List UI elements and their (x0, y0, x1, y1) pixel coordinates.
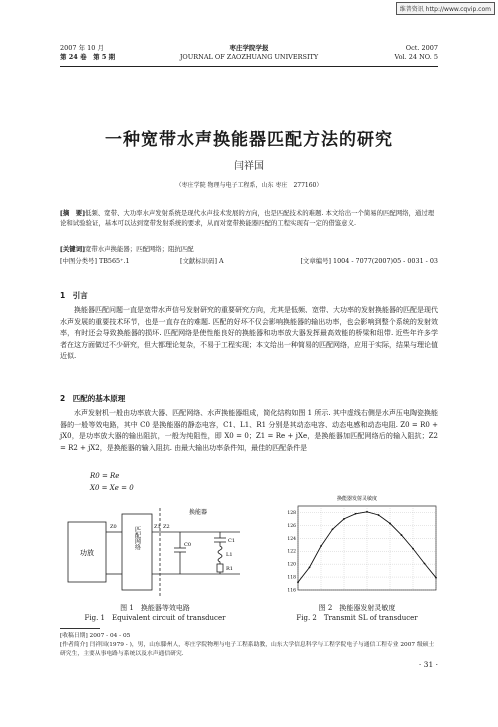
header-journal-cn: 枣庄学院学报 (229, 44, 269, 52)
data-point (389, 523, 391, 525)
equation-2: X0 = Xe = 0 (90, 484, 134, 492)
y-tick-label: 126 (287, 523, 296, 529)
y-tick-label: 116 (287, 588, 296, 594)
y-tick-label: 122 (287, 549, 296, 555)
section2-body: 水声发射机一般由功率放大器、匹配网络、水声换能器组成，简化结构如图 1 所示. 其中虚线右侧是水声压电陶瓷换能器的一般等效电路，其中 C0 是换能器的静态电容，C1、L1、R1 分别是其动态电容、动态电感和动态电阻. Z0 = R0 + jX0，是功率放大器的输出阻抗，一般为纯阻性，即 X0 = 0；Z1 = Re + jXe，是换能器加匹配网络后的输入阻抗；Z2 = R2 + jX2，是换能器的输入阻抗. 由最大输出功率条件知，最佳的匹配条件是 (60, 409, 438, 452)
chart-title: 换能器发射灵敏度 (336, 496, 378, 502)
data-point (343, 518, 345, 520)
figure2-caption (268, 603, 446, 623)
page-number: · 31 · (418, 660, 438, 669)
section2-heading: 2 匹配的基本原理 (60, 394, 126, 403)
label-l1: L1 (226, 552, 233, 558)
figure2-chart (268, 492, 446, 602)
figure1-caption (60, 603, 250, 623)
match-label: 匹配网络 (133, 526, 141, 550)
label-z2: Z2 (163, 524, 170, 530)
xducer-label: 换能器 (188, 509, 208, 516)
classification-line (60, 256, 438, 266)
data-point (309, 566, 311, 568)
figure1-circuit (60, 502, 250, 602)
figure1-caption-en: Fig. 1 Equivalent circuit of transducer (84, 614, 226, 622)
y-tick-label: 118 (287, 575, 296, 581)
header-date: 2007 年 10 月 (60, 44, 105, 52)
y-tick-label: 128 (287, 510, 296, 516)
equation-1: R0 = Re (90, 472, 120, 480)
footnote-rule (60, 628, 100, 629)
data-point (355, 513, 357, 515)
label-c0: C0 (184, 542, 192, 548)
label-z1: Z1 (154, 524, 161, 530)
abstract-text: 低频、宽带、大功率水声发射系统是现代水声技术发展的方向，也是匹配技术的难题. 本文给出一个简易的匹配网络，通过理论和试验验证，基本可以达到宽带发射系统的要求，从而对宽带换能器匹配的工程实现有一定的借鉴意义. (60, 209, 435, 227)
label-c1: C1 (228, 538, 236, 544)
article-number: [文章编号] 1004 - 7077(2007)05 - 0031 - 03 (300, 257, 438, 265)
header-volume: 第 24 卷 第 5 期 (60, 53, 116, 61)
header-journal-en: JOURNAL OF ZAOZHUANG UNIVERSITY (179, 53, 319, 61)
y-tick-label: 120 (287, 562, 296, 568)
keywords-label: [关键词] (60, 245, 86, 253)
data-point (435, 577, 437, 579)
data-point (424, 563, 426, 565)
affiliation: （枣庄学院 物理与电子工程系，山东 枣庄 277160） (175, 182, 323, 189)
section1-heading: 1 引言 (60, 291, 88, 300)
author: 闫祥国 (234, 161, 264, 172)
data-point (332, 528, 334, 530)
footnote-received: [收稿日期] 2007 - 04 - 05 (60, 633, 131, 639)
paper-title: 一种宽带水声换能器匹配方法的研究 (105, 130, 393, 150)
watermark: 维普资讯 http://www.cqvip.com (396, 2, 495, 15)
figure2-caption-cn: 图 2 换能器发射灵敏度 (318, 604, 396, 612)
footnote (60, 632, 438, 659)
data-point (297, 581, 299, 583)
data-point (412, 548, 414, 550)
header-volume-en: Vol. 24 NO. 5 (394, 53, 438, 61)
header-rule (60, 66, 438, 67)
clc-number: [中图分类号] TB565⁺.1 (60, 257, 130, 265)
abstract (60, 208, 438, 228)
section1-body: 换能器匹配问题一直是宽带水声信号发射研究的重要研究方向，尤其是低频、宽带、大功率的发射换能器的匹配是现代水声发展的重要技术环节，也是一直存在的难题. 匹配的好坏不仅会影响换能器的输出功率，也会影响到整个系统的发射效率，有时还会导致换能器的损坏. 匹配网络是使性能良好的换能器和功率放大器发挥最高效能的桥梁和纽带. 近些年许多学者在这方面做过不少研究，但大都理论复杂，不易于工程实现；本文给出一种简易的匹配网络，应用于实际，结果与理论值近似. (60, 306, 438, 361)
data-point (378, 514, 380, 516)
keywords-text: 宽带水声换能器；匹配网络；阻抗匹配 (85, 245, 194, 253)
amp-label: 功放 (80, 549, 94, 557)
footnote-bio: [作者简介] 闫祥国(1979 - )，男，山东滕州人，枣庄学院物理与电子工程系助教，山东大学信息科学与工程学院电子与通信工程专业 2007 级硕士研究生，主要从事电路与系统以及水声通信研究. (60, 642, 435, 657)
y-tick-label: 124 (287, 536, 296, 542)
abstract-label: [摘 要] (60, 209, 86, 217)
header-date-en: Oct. 2007 (405, 44, 438, 52)
label-r1: R1 (226, 566, 233, 572)
data-point (401, 534, 403, 536)
label-z0: Z0 (110, 524, 117, 530)
document-code: [文献标识码] A (180, 257, 224, 265)
data-point (366, 511, 368, 513)
figure2-caption-en: Fig. 2 Transmit SL of transducer (296, 614, 418, 622)
data-point (320, 545, 322, 547)
figure1-caption-cn: 图 1 换能器等效电路 (120, 604, 190, 612)
keywords (60, 244, 438, 254)
